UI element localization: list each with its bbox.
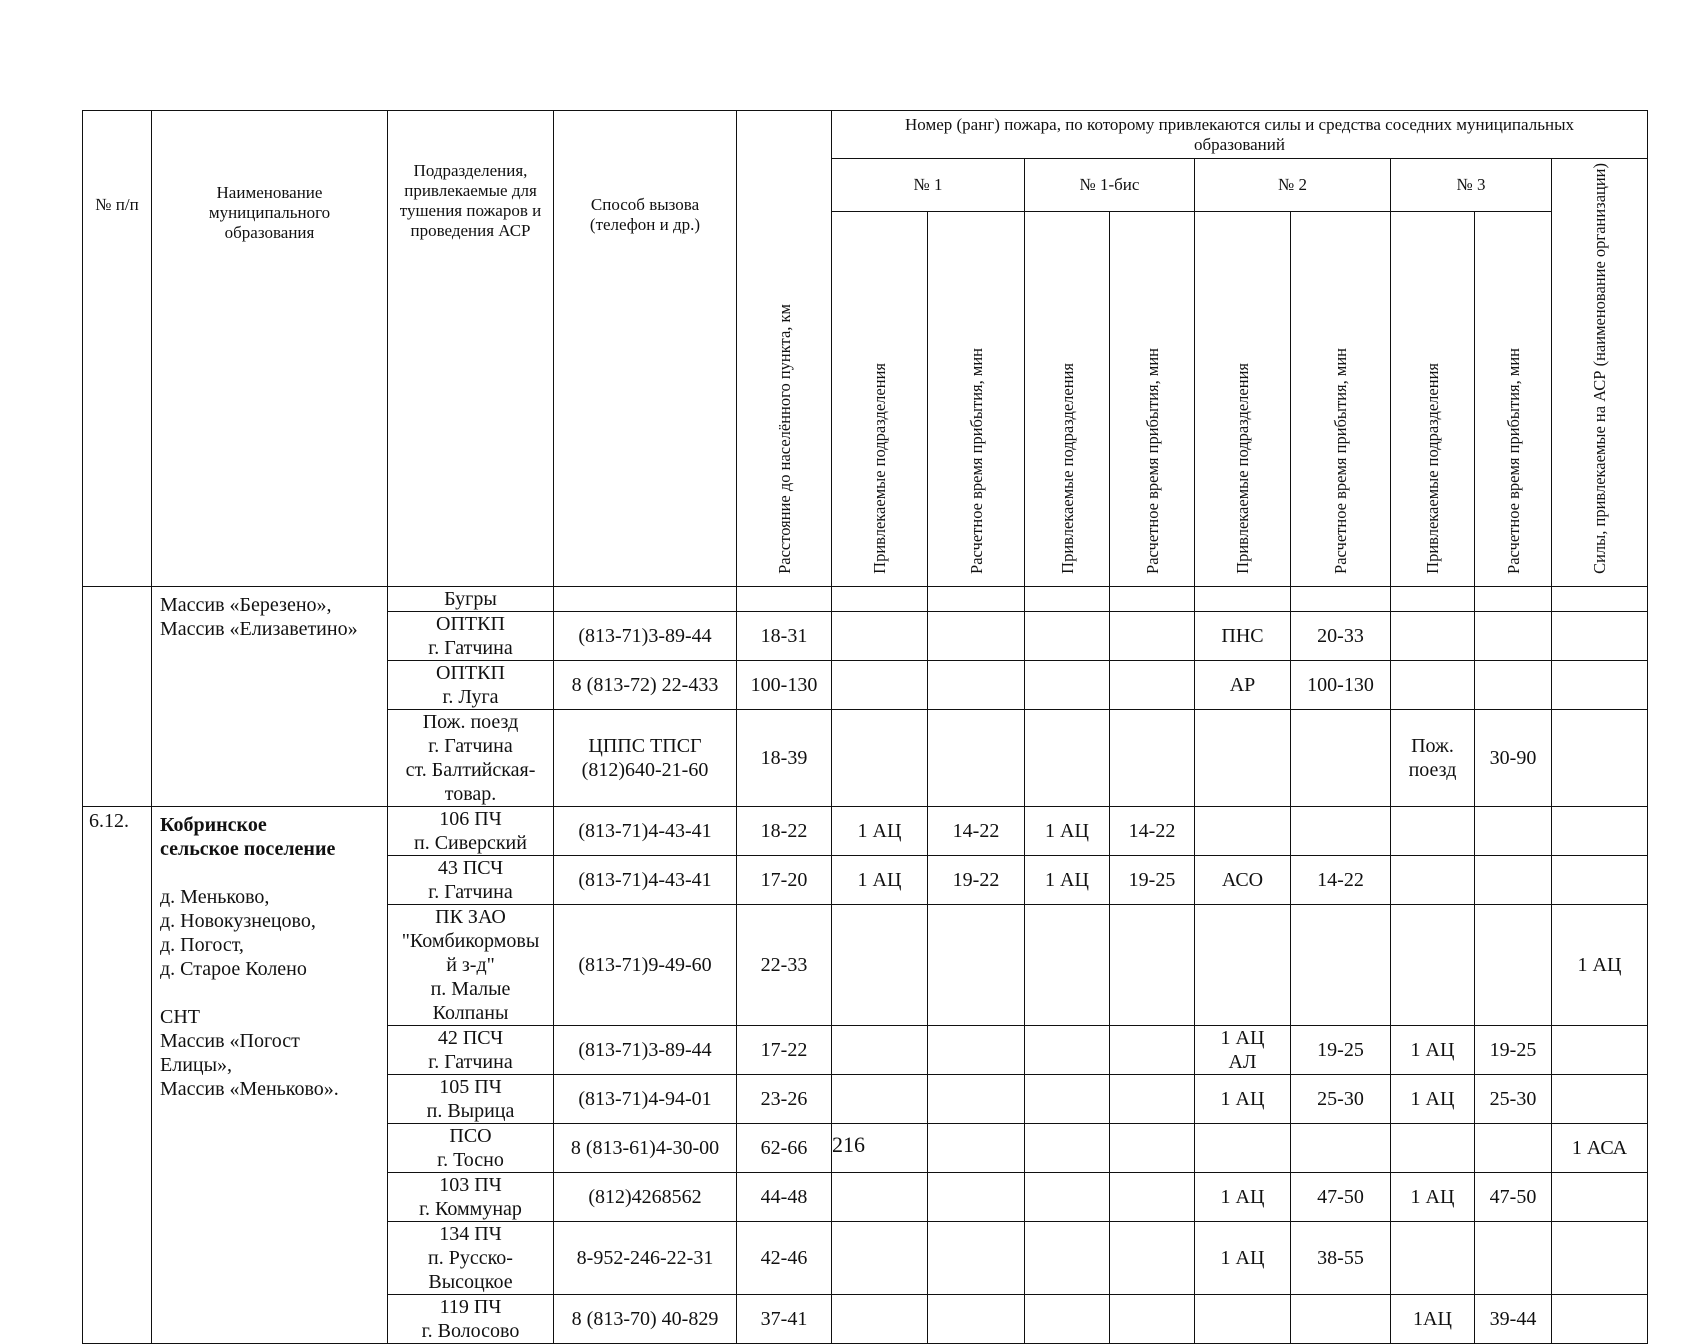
rank1bis-time-cell: 19-25 bbox=[1110, 855, 1195, 904]
snt-line: Массив «Меньково». bbox=[160, 1077, 339, 1100]
rank3-units-cell: Пож. поезд bbox=[1391, 709, 1475, 806]
snt-line: СНТ bbox=[160, 1005, 200, 1028]
village-line: д. Старое Колено bbox=[160, 957, 307, 980]
asr-cell: 1 АЦ bbox=[1552, 904, 1648, 1025]
municipality-title-line: сельское поселение bbox=[160, 837, 336, 860]
rank1bis-time-cell bbox=[1110, 611, 1195, 660]
header-rank-title: Номер (ранг) пожара, по которому привлекаются силы и средства соседних муниципальных образований bbox=[832, 111, 1648, 159]
rank1-units-cell: 1 АЦ bbox=[832, 855, 928, 904]
header-rank1bis-units: Привлекаемые подразделения bbox=[1025, 211, 1110, 586]
rank2-time-cell: 20-33 bbox=[1291, 611, 1391, 660]
rank2-units-cell: 1 АЦ АЛ bbox=[1195, 1025, 1291, 1074]
unit-cell: Бугры bbox=[388, 586, 554, 611]
rank1-units-cell bbox=[832, 660, 928, 709]
asr-cell bbox=[1552, 709, 1648, 806]
unit-cell: ОПТКП г. Луга bbox=[388, 660, 554, 709]
rank1bis-time-cell bbox=[1110, 1221, 1195, 1294]
unit-cell: 43 ПСЧ г. Гатчина bbox=[388, 855, 554, 904]
rank1bis-units-cell bbox=[1025, 611, 1110, 660]
rank1-time-cell bbox=[928, 709, 1025, 806]
spacer bbox=[160, 981, 379, 1005]
header-rank3-time: Расчетное время прибытия, мин bbox=[1475, 211, 1552, 586]
rank3-units-cell bbox=[1391, 611, 1475, 660]
rank2-units-cell: АСО bbox=[1195, 855, 1291, 904]
phone-cell: (813-71)9-49-60 bbox=[554, 904, 737, 1025]
rank2-time-cell bbox=[1291, 709, 1391, 806]
rank2-time-cell bbox=[1291, 1294, 1391, 1343]
rank3-time-cell: 47-50 bbox=[1475, 1172, 1552, 1221]
rank2-units-cell bbox=[1195, 709, 1291, 806]
asr-cell bbox=[1552, 855, 1648, 904]
rank1-time-cell bbox=[928, 1025, 1025, 1074]
asr-cell: 1 АСА bbox=[1552, 1123, 1648, 1172]
unit-cell: 103 ПЧ г. Коммунар bbox=[388, 1172, 554, 1221]
municipality-title-line: Кобринское bbox=[160, 813, 267, 836]
rank2-units-cell bbox=[1195, 1294, 1291, 1343]
rank1-time-cell bbox=[928, 1074, 1025, 1123]
rank1-units-cell bbox=[832, 1294, 928, 1343]
asr-cell bbox=[1552, 1172, 1648, 1221]
distance-cell: 22-33 bbox=[737, 904, 832, 1025]
rank1bis-time-cell bbox=[1110, 1294, 1195, 1343]
rank1bis-time-cell bbox=[1110, 586, 1195, 611]
rank2-units-cell: 1 АЦ bbox=[1195, 1074, 1291, 1123]
header-muni-name: Наименование муниципального образования bbox=[152, 111, 388, 587]
phone-cell: (813-71)4-43-41 bbox=[554, 806, 737, 855]
rank3-units-cell: 1 АЦ bbox=[1391, 1172, 1475, 1221]
header-rank-1bis: № 1-бис bbox=[1025, 159, 1195, 212]
rank3-time-cell bbox=[1475, 904, 1552, 1025]
rank1bis-units-cell bbox=[1025, 1074, 1110, 1123]
distance-cell: 42-46 bbox=[737, 1221, 832, 1294]
unit-cell: ОПТКП г. Гатчина bbox=[388, 611, 554, 660]
municipality-cell bbox=[152, 586, 388, 806]
rank1bis-units-cell bbox=[1025, 1172, 1110, 1221]
header-distance: Расстояние до населённого пункта, км bbox=[737, 111, 832, 587]
header-rank-3: № 3 bbox=[1391, 159, 1552, 212]
phone-cell: ЦППС ТПСГ (812)640-21-60 bbox=[554, 709, 737, 806]
rank2-units-cell: 1 АЦ bbox=[1195, 1172, 1291, 1221]
rank1bis-units-cell bbox=[1025, 660, 1110, 709]
row-number-cell bbox=[83, 586, 152, 806]
rank1bis-units-cell: 1 АЦ bbox=[1025, 855, 1110, 904]
distance-cell: 62-66 bbox=[737, 1123, 832, 1172]
rank1-units-cell: 1 АЦ bbox=[832, 806, 928, 855]
table-row bbox=[83, 806, 1648, 855]
rank1-units-cell bbox=[832, 1025, 928, 1074]
phone-cell bbox=[554, 586, 737, 611]
rank1-units-cell bbox=[832, 1074, 928, 1123]
rank3-units-cell: 1АЦ bbox=[1391, 1294, 1475, 1343]
distance-cell: 18-22 bbox=[737, 806, 832, 855]
rank2-time-cell: 19-25 bbox=[1291, 1025, 1391, 1074]
phone-cell: 8 (813-70) 40-829 bbox=[554, 1294, 737, 1343]
unit-cell: 134 ПЧ п. Русско- Высоцкое bbox=[388, 1221, 554, 1294]
header-rank1-time: Расчетное время прибытия, мин bbox=[928, 211, 1025, 586]
rank1-time-cell: 14-22 bbox=[928, 806, 1025, 855]
rank2-time-cell: 25-30 bbox=[1291, 1074, 1391, 1123]
unit-cell: 119 ПЧ г. Волосово bbox=[388, 1294, 554, 1343]
distance-cell: 100-130 bbox=[737, 660, 832, 709]
rank3-time-cell bbox=[1475, 660, 1552, 709]
village-line: д. Меньково, bbox=[160, 885, 270, 908]
rank1-time-cell bbox=[928, 1221, 1025, 1294]
rank3-time-cell: 39-44 bbox=[1475, 1294, 1552, 1343]
municipality-cell bbox=[152, 806, 388, 1343]
rank2-time-cell: 14-22 bbox=[1291, 855, 1391, 904]
rank1-units-cell bbox=[832, 1172, 928, 1221]
rank1-units-cell bbox=[832, 611, 928, 660]
rank1-units-cell bbox=[832, 904, 928, 1025]
rank3-units-cell: 1 АЦ bbox=[1391, 1074, 1475, 1123]
rank2-time-cell bbox=[1291, 806, 1391, 855]
snt-line: Массив «Погост bbox=[160, 1029, 300, 1052]
asr-cell bbox=[1552, 1294, 1648, 1343]
asr-cell bbox=[1552, 1074, 1648, 1123]
rank3-units-cell bbox=[1391, 586, 1475, 611]
distance-cell: 44-48 bbox=[737, 1172, 832, 1221]
municipality-line: Массив «Березено», bbox=[160, 593, 332, 616]
rank1bis-units-cell bbox=[1025, 904, 1110, 1025]
rank2-time-cell: 38-55 bbox=[1291, 1221, 1391, 1294]
fire-forces-table bbox=[82, 110, 1648, 1344]
phone-cell: 8-952-246-22-31 bbox=[554, 1221, 737, 1294]
rank3-time-cell: 19-25 bbox=[1475, 1025, 1552, 1074]
header-units: Подразделения, привлекаемые для тушения пожаров и проведения АСР bbox=[388, 111, 554, 587]
asr-cell bbox=[1552, 1221, 1648, 1294]
phone-cell: (813-71)3-89-44 bbox=[554, 1025, 737, 1074]
rank1-time-cell bbox=[928, 1294, 1025, 1343]
header-rank-1: № 1 bbox=[832, 159, 1025, 212]
phone-cell: (812)4268562 bbox=[554, 1172, 737, 1221]
rank1-units-cell bbox=[832, 1221, 928, 1294]
rank3-units-cell: 1 АЦ bbox=[1391, 1025, 1475, 1074]
table-row bbox=[83, 586, 1648, 611]
rank3-units-cell bbox=[1391, 660, 1475, 709]
header-rank3-units: Привлекаемые подразделения bbox=[1391, 211, 1475, 586]
rank2-units-cell bbox=[1195, 904, 1291, 1025]
header-call-method: Способ вызова (телефон и др.) bbox=[554, 111, 737, 587]
rank3-time-cell bbox=[1475, 611, 1552, 660]
rank3-units-cell bbox=[1391, 855, 1475, 904]
rank3-time-cell: 25-30 bbox=[1475, 1074, 1552, 1123]
rank1bis-time-cell bbox=[1110, 1074, 1195, 1123]
header-rank2-time: Расчетное время прибытия, мин bbox=[1291, 211, 1391, 586]
header-num: № п/п bbox=[83, 111, 152, 587]
asr-cell bbox=[1552, 806, 1648, 855]
rank3-units-cell bbox=[1391, 904, 1475, 1025]
header-rank-2: № 2 bbox=[1195, 159, 1391, 212]
distance-cell: 17-20 bbox=[737, 855, 832, 904]
rank1bis-units-cell: 1 АЦ bbox=[1025, 806, 1110, 855]
unit-cell: ПСО г. Тосно bbox=[388, 1123, 554, 1172]
rank3-time-cell: 30-90 bbox=[1475, 709, 1552, 806]
rank1bis-time-cell bbox=[1110, 709, 1195, 806]
distance-cell bbox=[737, 586, 832, 611]
phone-cell: 8 (813-61)4-30-00 bbox=[554, 1123, 737, 1172]
asr-cell bbox=[1552, 1025, 1648, 1074]
asr-cell bbox=[1552, 611, 1648, 660]
rank1-time-cell: 19-22 bbox=[928, 855, 1025, 904]
header-rank2-units: Привлекаемые подразделения bbox=[1195, 211, 1291, 586]
rank2-units-cell bbox=[1195, 806, 1291, 855]
rank1bis-time-cell bbox=[1110, 1172, 1195, 1221]
rank1bis-units-cell bbox=[1025, 1221, 1110, 1294]
unit-cell: 106 ПЧ п. Сиверский bbox=[388, 806, 554, 855]
distance-cell: 37-41 bbox=[737, 1294, 832, 1343]
rank1-time-cell bbox=[928, 586, 1025, 611]
phone-cell: 8 (813-72) 22-433 bbox=[554, 660, 737, 709]
municipality-title bbox=[160, 813, 379, 861]
header-asr-forces: Силы, привлекаемые на АСР (наименование организации) bbox=[1552, 159, 1648, 587]
unit-cell: 42 ПСЧ г. Гатчина bbox=[388, 1025, 554, 1074]
rank1bis-time-cell bbox=[1110, 904, 1195, 1025]
rank2-time-cell: 100-130 bbox=[1291, 660, 1391, 709]
rank1bis-units-cell bbox=[1025, 1025, 1110, 1074]
unit-cell: 105 ПЧ п. Вырица bbox=[388, 1074, 554, 1123]
rank2-units-cell: ПНС bbox=[1195, 611, 1291, 660]
unit-cell: ПК ЗАО "Комбикормовы й з-д" п. Малые Колпаны bbox=[388, 904, 554, 1025]
rank1-time-cell bbox=[928, 904, 1025, 1025]
asr-cell bbox=[1552, 586, 1648, 611]
rank1bis-time-cell: 14-22 bbox=[1110, 806, 1195, 855]
rank1-time-cell bbox=[928, 1172, 1025, 1221]
header-rank1-units: Привлекаемые подразделения bbox=[832, 211, 928, 586]
rank2-time-cell bbox=[1291, 904, 1391, 1025]
unit-cell: Пож. поезд г. Гатчина ст. Балтийская- товар. bbox=[388, 709, 554, 806]
village-line: д. Новокузнецово, bbox=[160, 909, 316, 932]
rank1bis-units-cell bbox=[1025, 586, 1110, 611]
municipality-line: Массив «Елизаветино» bbox=[160, 617, 358, 640]
rank3-units-cell bbox=[1391, 806, 1475, 855]
rank3-time-cell bbox=[1475, 586, 1552, 611]
phone-cell: (813-71)4-43-41 bbox=[554, 855, 737, 904]
rank1-time-cell bbox=[928, 660, 1025, 709]
rank2-units-cell: 1 АЦ bbox=[1195, 1221, 1291, 1294]
rank3-units-cell bbox=[1391, 1221, 1475, 1294]
page-number: 216 bbox=[832, 1132, 865, 1157]
rank1bis-units-cell bbox=[1025, 709, 1110, 806]
rank3-time-cell bbox=[1475, 855, 1552, 904]
rank1bis-time-cell bbox=[1110, 660, 1195, 709]
phone-cell: (813-71)3-89-44 bbox=[554, 611, 737, 660]
header-rank1bis-time: Расчетное время прибытия, мин bbox=[1110, 211, 1195, 586]
rank2-units-cell: АР bbox=[1195, 660, 1291, 709]
phone-cell: (813-71)4-94-01 bbox=[554, 1074, 737, 1123]
distance-cell: 17-22 bbox=[737, 1025, 832, 1074]
rank2-time-cell bbox=[1291, 586, 1391, 611]
rank1bis-units-cell bbox=[1025, 1294, 1110, 1343]
spacer bbox=[160, 861, 379, 885]
rank1bis-time-cell bbox=[1110, 1025, 1195, 1074]
rank2-time-cell: 47-50 bbox=[1291, 1172, 1391, 1221]
distance-cell: 23-26 bbox=[737, 1074, 832, 1123]
snt-line: Елицы», bbox=[160, 1053, 233, 1076]
rank3-time-cell bbox=[1475, 1221, 1552, 1294]
rank1-time-cell bbox=[928, 611, 1025, 660]
row-number-cell: 6.12. bbox=[83, 806, 152, 1343]
village-line: д. Погост, bbox=[160, 933, 244, 956]
rank3-time-cell bbox=[1475, 806, 1552, 855]
distance-cell: 18-31 bbox=[737, 611, 832, 660]
distance-cell: 18-39 bbox=[737, 709, 832, 806]
rank1-units-cell bbox=[832, 709, 928, 806]
rank2-units-cell bbox=[1195, 586, 1291, 611]
asr-cell bbox=[1552, 660, 1648, 709]
rank1-units-cell bbox=[832, 586, 928, 611]
